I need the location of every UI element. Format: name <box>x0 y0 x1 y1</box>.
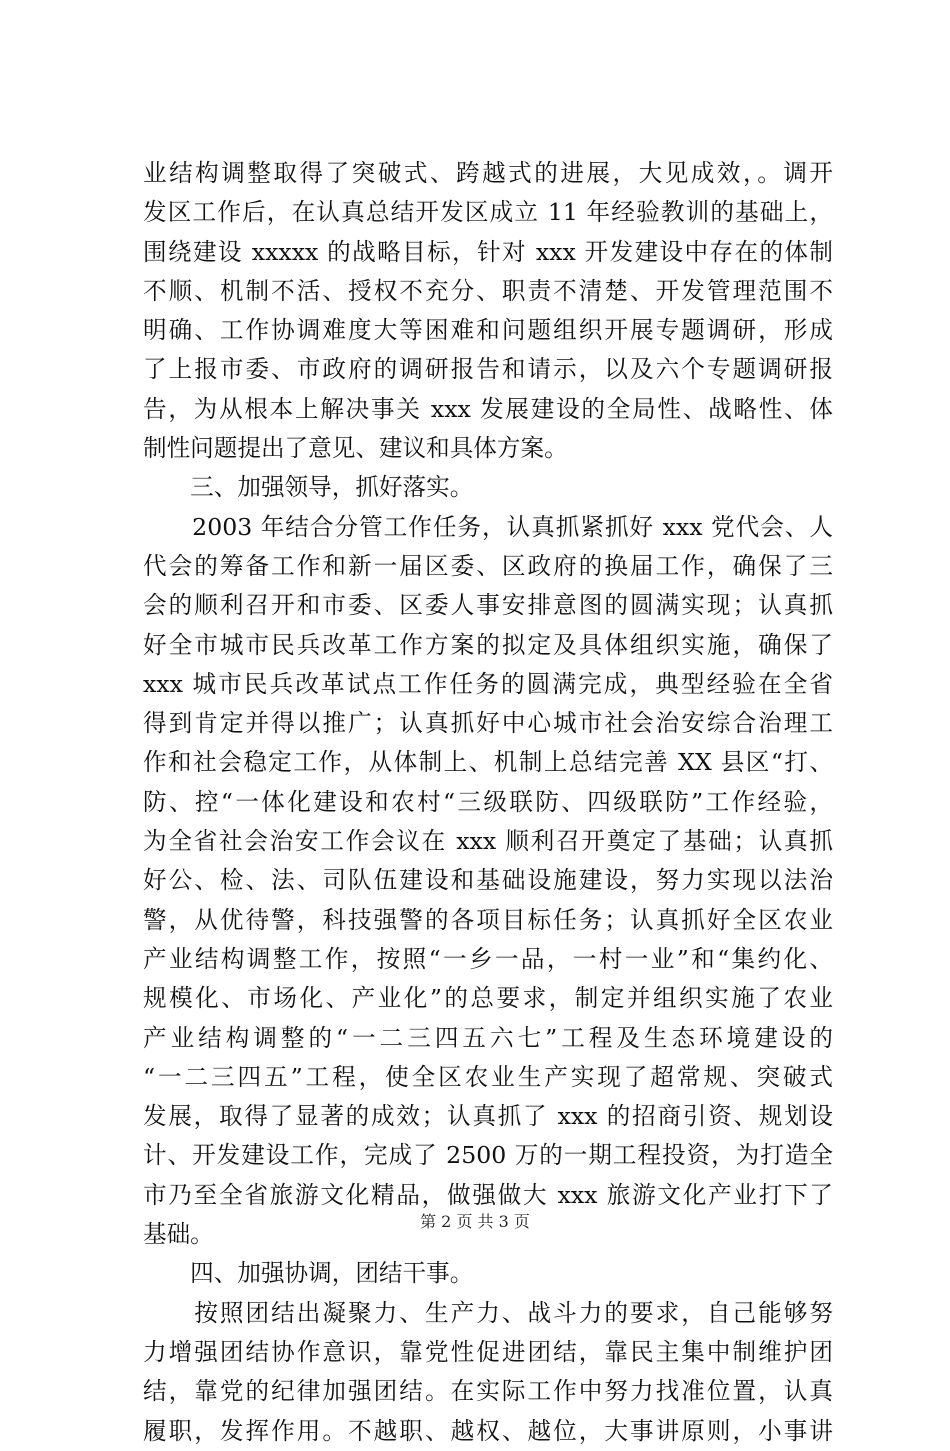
text-line: 基础。 <box>143 1220 214 1249</box>
text-line: 警，从优待警，科技强警的各项目标任务；认真抓好全区农业 <box>143 905 833 934</box>
text-line: 市乃至全省旅游文化精品，做强做大 xxx 旅游文化产业打下了 <box>143 1180 833 1209</box>
text-line: 发展，取得了显著的成效；认真抓了 xxx 的招商引资、规划设 <box>143 1102 833 1131</box>
text-line: 代会的筹备工作和新一届区委、区政府的换届工作，确保了三 <box>143 551 833 580</box>
text-line: 业结构调整取得了突破式、跨越式的进展，大见成效，。调开 <box>143 159 833 187</box>
text-line: 制性问题提出了意见、建议和具体方案。 <box>143 434 568 463</box>
text-line: 明确、工作协调难度大等困难和问题组织开展专题调研，形成 <box>143 316 833 345</box>
page-number-footer: 第 2 页 共 3 页 <box>420 1212 530 1231</box>
text-line: 计、开发建设工作，完成了 2500 万的一期工程投资，为打造全 <box>143 1141 833 1170</box>
text-line: 好全市城市民兵改革工作方案的拟定及具体组织实施，确保了 <box>143 630 833 659</box>
text-line: 三、加强领导，抓好落实。 <box>143 473 474 502</box>
document-body <box>143 154 833 1451</box>
text-line: 按照团结出凝聚力、生产力、战斗力的要求，自己能够努 <box>143 1298 833 1327</box>
text-line: 得到肯定并得以推广；认真抓好中心城市社会治安综合治理工 <box>143 709 833 738</box>
text-line: 结，靠党的纪律加强团结。在实际工作中努力找准位置，认真 <box>143 1377 833 1406</box>
text-line: 规模化、市场化、产业化”的总要求，制定并组织实施了农业 <box>143 984 833 1013</box>
text-line: 围绕建设 xxxxx 的战略目标，针对 xxx 开发建设中存在的体制 <box>143 237 833 266</box>
text-line: 2003 年结合分管工作任务，认真抓紧抓好 xxx 党代会、人 <box>143 512 833 541</box>
text-line: 会的顺利召开和市委、区委人事安排意图的圆满实现；认真抓 <box>143 591 833 620</box>
text-line: 告，为从根本上解决事关 xxx 发展建设的全局性、战略性、体 <box>143 394 833 423</box>
text-line: 好公、检、法、司队伍建设和基础设施建设，努力实现以法治 <box>143 866 833 895</box>
text-line: 履职，发挥作用。不越职、越权、越位，大事讲原则，小事讲 <box>143 1416 833 1445</box>
text-line: 力增强团结协作意识，靠党性促进团结，靠民主集中制维护团 <box>143 1337 833 1366</box>
text-line: “一二三四五”工程，使全区农业生产实现了超常规、突破式 <box>143 1062 833 1091</box>
text-line: 防、控“一体化建设和农村“三级联防、四级联防”工作经验， <box>143 787 833 816</box>
text-line: 发区工作后，在认真总结开发区成立 11 年经验教训的基础上， <box>143 198 833 227</box>
text-line: 产业结构调整工作，按照“一乡一品，一村一业”和“集约化、 <box>143 944 833 973</box>
text-line: 为全省社会治安工作会议在 xxx 顺利召开奠定了基础；认真抓 <box>143 827 833 856</box>
text-line: 不顺、机制不活、授权不充分、职责不清楚、开发管理范围不 <box>143 276 833 305</box>
text-line: 了上报市委、市政府的调研报告和请示，以及六个专题调研报 <box>143 355 833 384</box>
text-line: 产业结构调整的“一二三四五六七”工程及生态环境建设的 <box>143 1023 833 1052</box>
text-line: 作和社会稳定工作，从体制上、机制上总结完善 XX 县区“打、 <box>143 748 833 777</box>
text-line: 四、加强协调，团结干事。 <box>143 1259 474 1288</box>
text-line: xxx 城市民兵改革试点工作任务的圆满完成，典型经验在全省 <box>143 669 833 698</box>
